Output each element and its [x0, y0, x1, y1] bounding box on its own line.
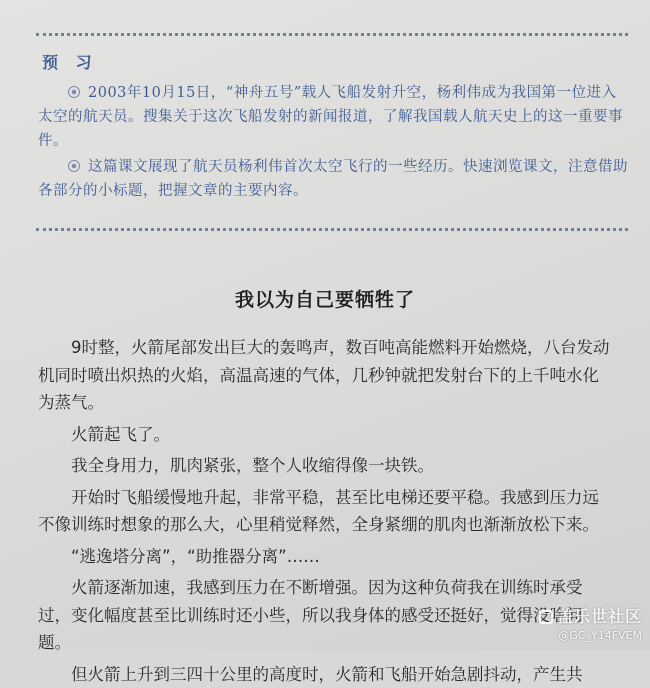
- preview-section: [38, 50, 628, 205]
- paragraph: “逃逸塔分离”，“助推器分离”……: [38, 543, 613, 571]
- preview-item-text: 2003年10月15日，“神舟五号”载人飞船发射升空，杨利伟成为我国第一位进入太空的航天员。搜集关于这次飞船发射的新闻报道，了解我国载人航天史上的这一重要事件。: [38, 85, 623, 149]
- watermark-logo-text: 盖乐世社区: [557, 607, 642, 626]
- preview-title: 预 习: [42, 50, 628, 73]
- paragraph: 但火箭上升到三四十公里的高度时，火箭和飞船开始急剧抖动，产生共: [38, 661, 613, 688]
- paragraph: 我全身用力，肌肉紧张，整个人收缩得像一块铁。: [38, 452, 613, 480]
- paragraph: 火箭逐渐加速，我感到压力在不断增强。因为这种负荷我在训练时承受过，变化幅度甚至比训练时还小些，所以我身体的感受还挺好，觉得没啥问题。: [38, 574, 613, 657]
- article-title: 我以为自己要牺牲了: [0, 285, 650, 312]
- paragraph: 火箭起飞了。: [38, 421, 613, 449]
- dotted-divider-bottom: [36, 228, 628, 231]
- circle-bullet-icon: [68, 160, 80, 172]
- preview-item-text: 这篇课文展现了航天员杨利伟首次太空飞行的一些经历。快速浏览课文，注意借助各部分的小标题，把握文章的主要内容。: [38, 159, 628, 199]
- watermark-handle: @GC_Y14FVEM: [539, 629, 642, 642]
- watermark: [539, 604, 642, 642]
- dotted-divider-top: [36, 33, 628, 36]
- preview-item: [38, 155, 628, 203]
- paragraph: 9时整，火箭尾部发出巨大的轰鸣声，数百吨高能燃料开始燃烧，八台发动机同时喷出炽热的火焰，高温高速的气体，几秒钟就把发射台下的上千吨水化为蒸气。: [38, 334, 613, 417]
- paragraph: 开始时飞船缓慢地升起，非常平稳，甚至比电梯还要平稳。我感到压力远不像训练时想象的那么大，心里稍觉释然，全身紧绷的肌肉也渐渐放松下来。: [38, 484, 613, 539]
- article-body: [38, 334, 613, 688]
- community-logo-icon: [539, 610, 553, 624]
- preview-item: [38, 81, 628, 153]
- circle-bullet-icon: [68, 86, 80, 98]
- watermark-logo: [539, 604, 642, 627]
